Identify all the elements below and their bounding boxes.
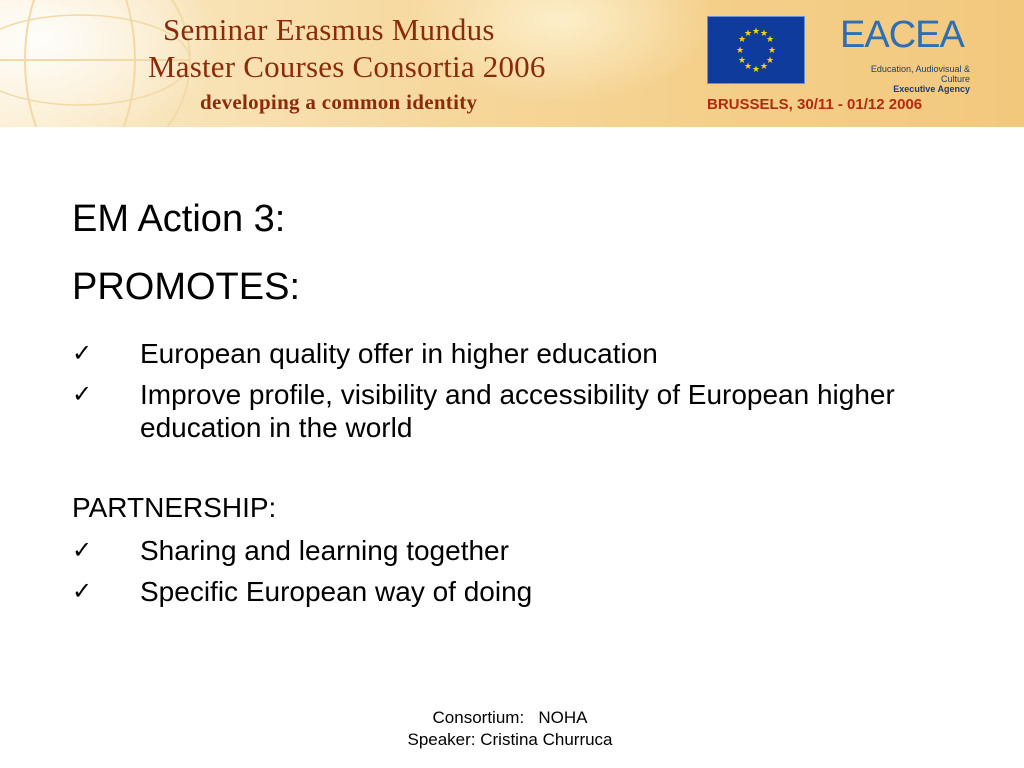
svg-text:★: ★ (751, 27, 761, 37)
header-banner (0, 0, 1024, 127)
svg-text:★: ★ (751, 65, 761, 75)
list-item-text: European quality offer in higher education (140, 338, 658, 369)
svg-text:★: ★ (765, 35, 775, 45)
eacea-subtitle-line2: Executive Agency (893, 84, 970, 94)
checkmark-icon: ✓ (72, 340, 93, 367)
footer-speaker: Speaker: Cristina Churruca (407, 730, 613, 749)
eacea-logo-subtitle (840, 64, 970, 94)
banner-title-line2: Master Courses Consortia 2006 (148, 49, 546, 84)
svg-text:★: ★ (743, 62, 753, 72)
slide-footer (330, 707, 690, 751)
eacea-logo (840, 14, 970, 92)
svg-text:★: ★ (765, 56, 775, 66)
banner-subtitle: developing a common identity (200, 90, 478, 114)
list-item-text: Sharing and learning together (140, 535, 509, 566)
event-info: BRUSSELS, 30/11 - 01/12 2006 (707, 96, 923, 113)
svg-text:★: ★ (737, 56, 747, 66)
list-item-text: Specific European way of doing (140, 576, 533, 607)
svg-text:★: ★ (759, 29, 769, 39)
svg-text:★: ★ (735, 46, 745, 56)
promotes-heading: PROMOTES: (72, 266, 301, 308)
svg-text:★: ★ (743, 29, 753, 39)
checkmark-icon: ✓ (72, 381, 93, 408)
slide-heading: EM Action 3: (72, 198, 286, 240)
svg-text:★: ★ (767, 46, 777, 56)
partnership-heading: PARTNERSHIP: (72, 492, 277, 523)
footer-consortium: Consortium: NOHA (432, 708, 588, 727)
svg-text:★: ★ (759, 62, 769, 72)
eu-flag-icon (707, 16, 805, 84)
checkmark-icon: ✓ (72, 578, 93, 605)
banner-title: Seminar Erasmus Mundus (163, 12, 495, 47)
eacea-subtitle-line1: Education, Audiovisual & Culture (870, 64, 970, 84)
checkmark-icon: ✓ (72, 537, 93, 564)
svg-text:★: ★ (737, 35, 747, 45)
list-item-text: Improve profile, visibility and accessibility of European higher education in the world (140, 379, 895, 443)
eacea-logo-letters: EACEA (840, 14, 964, 56)
